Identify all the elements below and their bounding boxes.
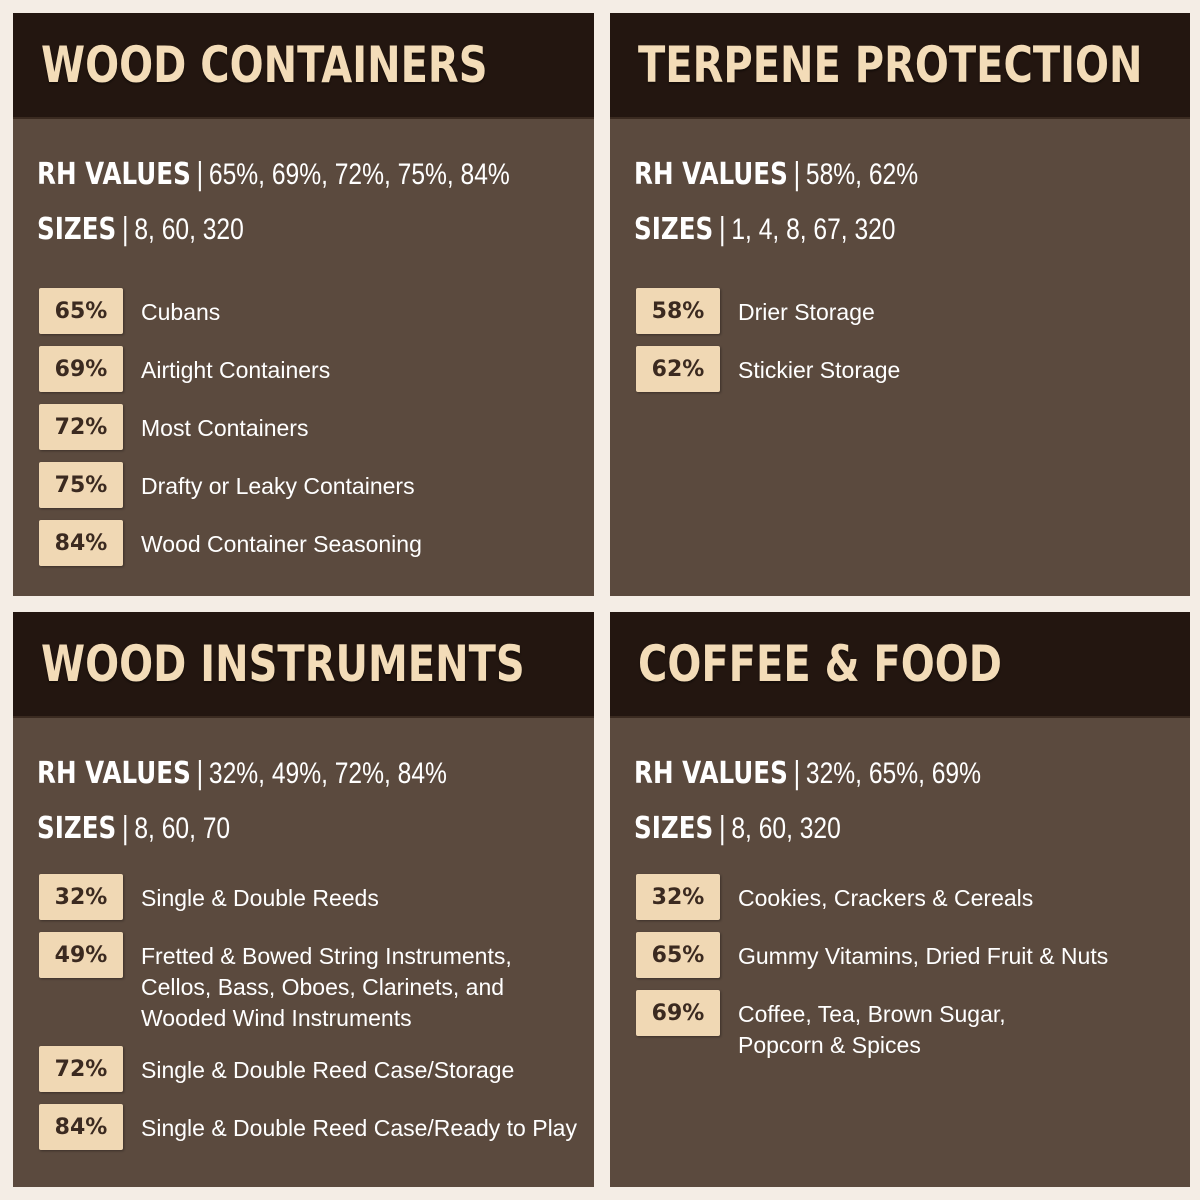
sizes-text: 1, 4, 8, 67, 320 (731, 213, 896, 246)
use-case-text: Gummy Vitamins, Dried Fruit & Nuts (738, 943, 1109, 969)
rh-values-label: RH VALUES (634, 756, 788, 791)
panel-wood-containers (13, 13, 594, 596)
sizes-line (634, 801, 1090, 856)
list-item (39, 288, 422, 334)
rh-values-text: 65%, 69%, 72%, 75%, 84% (208, 158, 510, 191)
rh-badge: 69% (636, 990, 720, 1036)
rh-values-label: RH VALUES (37, 157, 191, 192)
rh-badge: 32% (39, 874, 123, 920)
list-item (636, 874, 1108, 920)
sizes-label: SIZES (37, 212, 117, 247)
list-item (39, 520, 422, 566)
panel-specs (610, 718, 1190, 856)
list-item (39, 404, 422, 450)
rh-badge: 84% (39, 1104, 123, 1150)
use-case-list (636, 874, 1108, 1073)
rh-badge: 65% (39, 288, 123, 334)
separator: | (195, 157, 205, 192)
use-case-text: Single & Double Reed Case/Ready to Play (141, 1115, 577, 1141)
rh-values-line (634, 746, 1090, 801)
sizes-line (37, 202, 494, 257)
list-item (636, 346, 900, 392)
sizes-label: SIZES (634, 212, 714, 247)
sizes-text: 8, 60, 320 (731, 812, 841, 845)
use-case-list (39, 288, 422, 578)
panel-specs (13, 718, 594, 856)
use-case-text: Cookies, Crackers & Cereals (738, 885, 1034, 911)
rh-badge: 65% (636, 932, 720, 978)
use-case-text: Drier Storage (738, 299, 875, 325)
use-case-text: Airtight Containers (141, 357, 331, 383)
rh-badge: 72% (39, 1046, 123, 1092)
rh-badge: 49% (39, 932, 123, 978)
list-item (39, 1104, 577, 1150)
separator: | (718, 212, 727, 247)
use-case-list (636, 288, 900, 404)
rh-values-text: 58%, 62% (805, 158, 919, 191)
separator: | (718, 811, 727, 846)
list-item (636, 932, 1108, 978)
use-case-text: Most Containers (141, 415, 309, 441)
use-case-text: Coffee, Tea, Brown Sugar, Popcorn & Spices (738, 1001, 1006, 1058)
rh-values-text: 32%, 65%, 69% (805, 757, 981, 790)
list-item (39, 932, 577, 1034)
rh-values-line (37, 147, 510, 202)
use-case-text: Single & Double Reed Case/Storage (141, 1057, 515, 1083)
panel-title: WOOD INSTRUMENTS (41, 635, 525, 693)
panel-header (610, 612, 1190, 718)
list-item (39, 462, 422, 508)
sizes-text: 8, 60, 320 (134, 213, 244, 246)
sizes-line (37, 801, 494, 856)
panel-title: COFFEE & FOOD (638, 635, 1002, 693)
panel-specs (610, 119, 1190, 257)
panel-header (610, 13, 1190, 119)
separator: | (121, 811, 130, 846)
sizes-line (634, 202, 1090, 257)
separator: | (121, 212, 130, 247)
panel-header (13, 13, 594, 119)
rh-badge: 62% (636, 346, 720, 392)
list-item (39, 874, 577, 920)
rh-badge: 75% (39, 462, 123, 508)
rh-badge: 84% (39, 520, 123, 566)
panel-coffee-food (610, 612, 1190, 1187)
use-case-text: Wood Container Seasoning (141, 531, 422, 557)
panel-terpene-protection (610, 13, 1190, 596)
separator: | (792, 756, 802, 791)
panel-title: WOOD CONTAINERS (41, 36, 488, 94)
use-case-text: Stickier Storage (738, 357, 901, 383)
list-item (636, 990, 1108, 1061)
list-item (39, 1046, 577, 1092)
list-item (636, 288, 900, 334)
use-case-text: Fretted & Bowed String Instruments, Cellos, Bass, Oboes, Clarinets, and Wooded Wind Instruments (141, 943, 512, 1031)
rh-values-line (634, 147, 1090, 202)
use-case-text: Drafty or Leaky Containers (141, 473, 415, 499)
rh-values-label: RH VALUES (634, 157, 788, 192)
rh-values-text: 32%, 49%, 72%, 84% (208, 757, 447, 790)
use-case-text: Cubans (141, 299, 221, 325)
rh-values-label: RH VALUES (37, 756, 191, 791)
sizes-text: 8, 60, 70 (134, 812, 231, 845)
rh-badge: 32% (636, 874, 720, 920)
rh-badge: 58% (636, 288, 720, 334)
list-item (39, 346, 422, 392)
separator: | (792, 157, 802, 192)
separator: | (195, 756, 205, 791)
rh-values-line (37, 746, 494, 801)
rh-badge: 69% (39, 346, 123, 392)
rh-badge: 72% (39, 404, 123, 450)
panel-specs (13, 119, 594, 257)
panel-header (13, 612, 594, 718)
panel-title: TERPENE PROTECTION (638, 36, 1143, 94)
panel-wood-instruments (13, 612, 594, 1187)
sizes-label: SIZES (37, 811, 117, 846)
use-case-text: Single & Double Reeds (141, 885, 379, 911)
use-case-list (39, 874, 577, 1162)
sizes-label: SIZES (634, 811, 714, 846)
